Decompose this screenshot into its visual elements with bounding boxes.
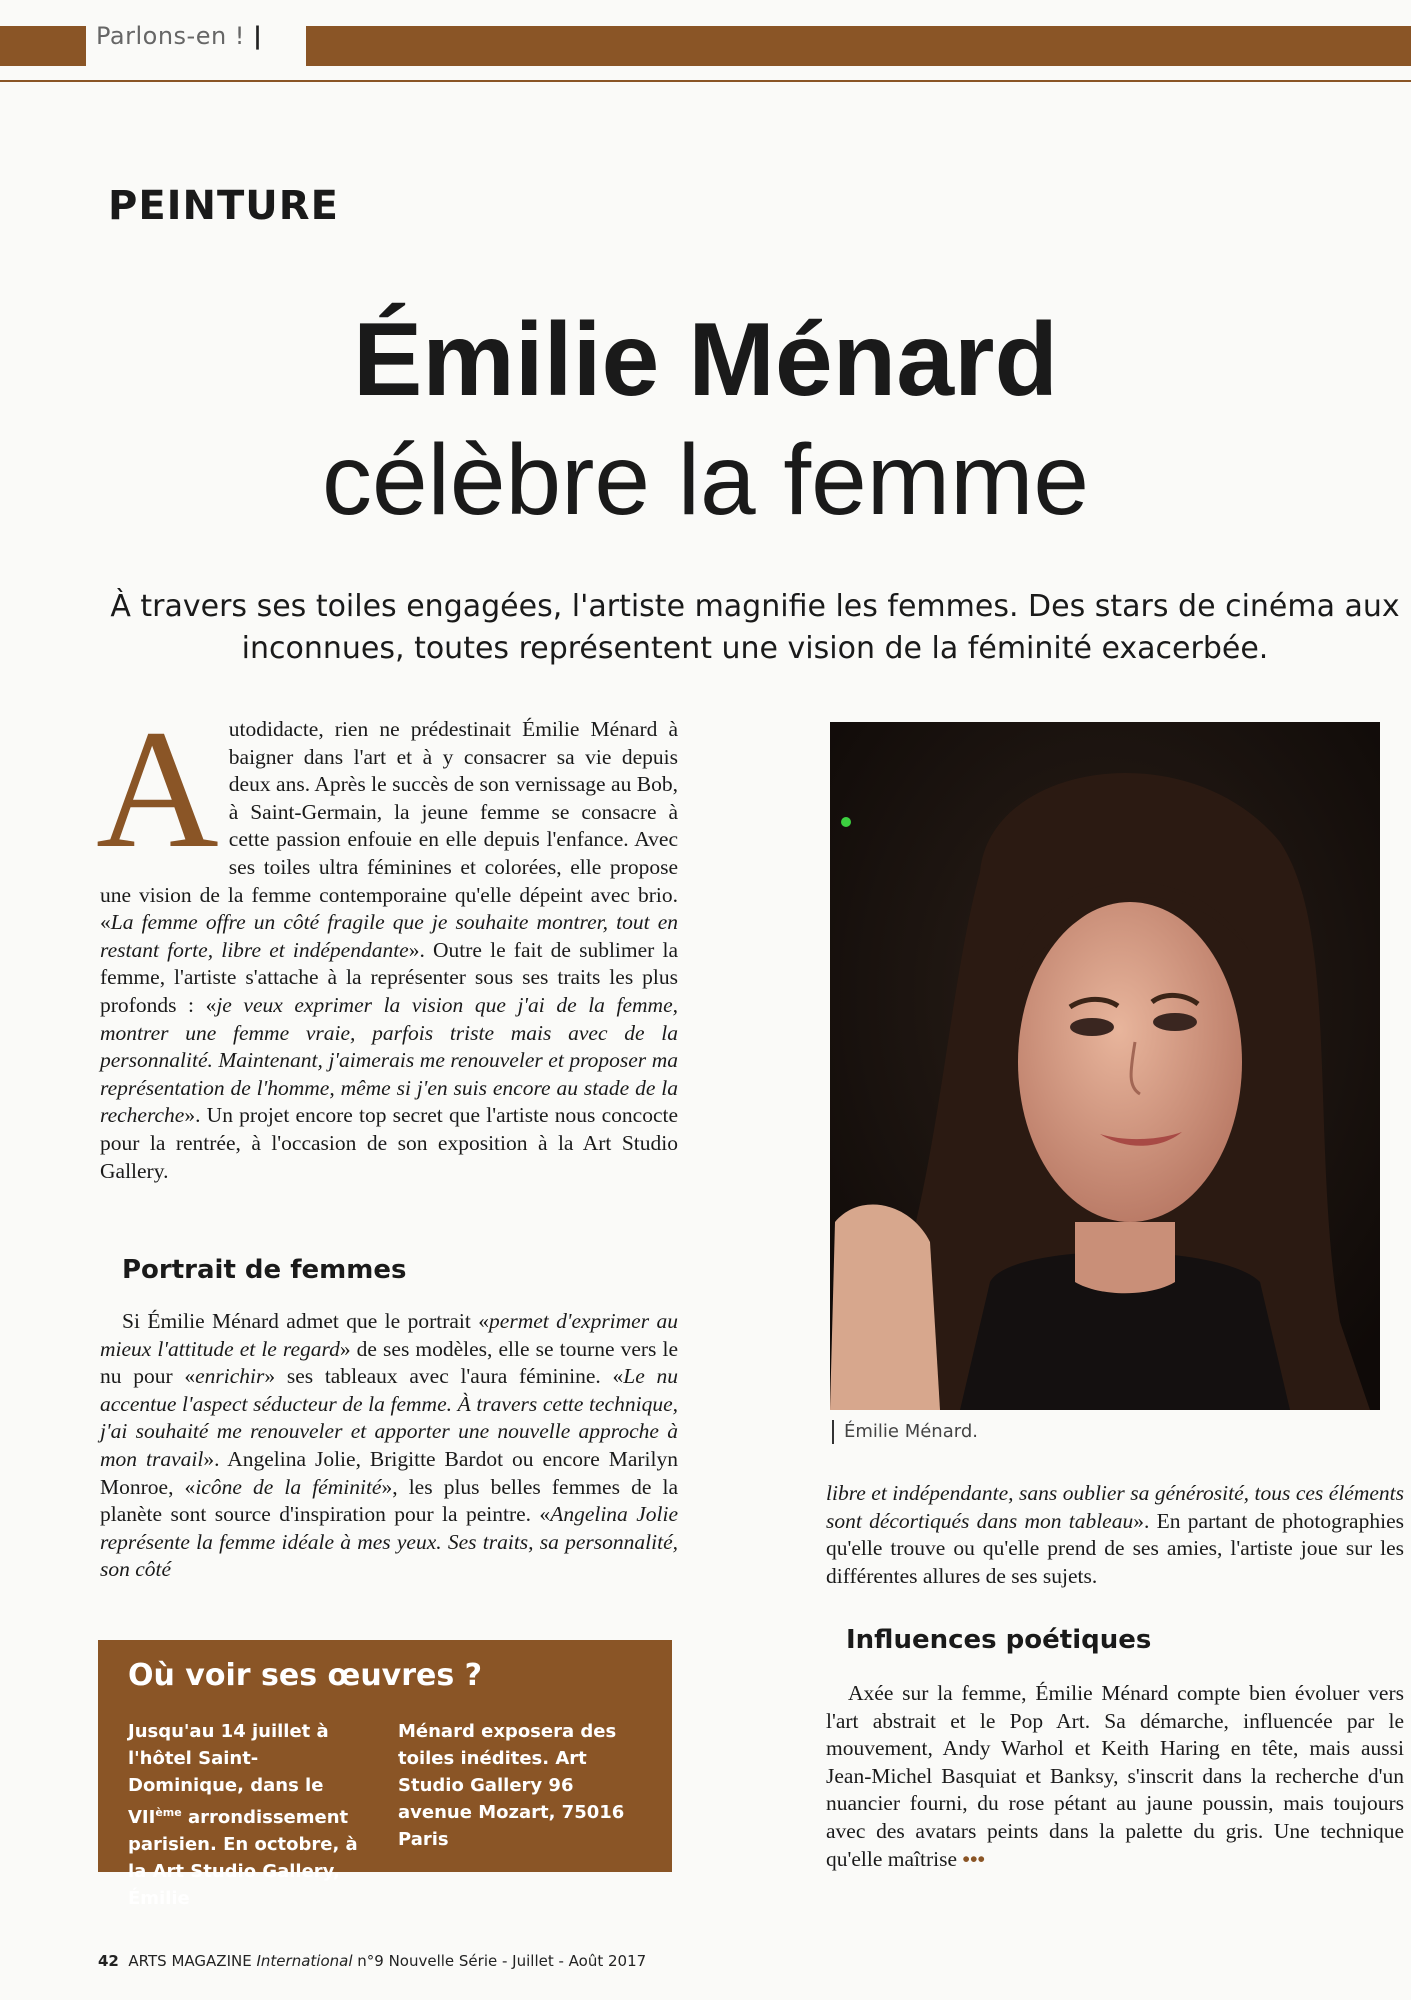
- artist-photo: [830, 722, 1380, 1410]
- page-footer: 42 ARTS MAGAZINE International n°9 Nouvelle Série - Juillet - Août 2017: [98, 1952, 647, 1970]
- magazine-name: ARTS MAGAZINE: [128, 1952, 252, 1970]
- photo-caption: Émilie Ménard.: [832, 1420, 978, 1444]
- header-rule: [0, 80, 1411, 82]
- subhead-portrait: Portrait de femmes: [122, 1255, 407, 1285]
- article-title: [0, 300, 1411, 540]
- dropcap: A: [96, 695, 219, 883]
- section-tag: Parlons-en ! |: [96, 22, 263, 50]
- page-number: 42: [98, 1952, 119, 1970]
- info-box-col1: Jusqu'au 14 juillet à l'hôtel Saint-Dominique, dans le VIIème arrondissement parisien. En octobre, à la Art Studio Gallery, Émilie: [128, 1721, 358, 1909]
- paragraph-continued: libre et indépendante, sans oublier sa générosité, tous ces éléments sont décortiqués dans mon tableau». En partant de photographies qu'elle trouve ou qu'elle prend de ses amies, l'artiste joue sur les différentes allures de ses sujets.: [826, 1481, 1404, 1588]
- column-right-continued: [826, 1480, 1404, 1590]
- paragraph-portrait: Si Émilie Ménard admet que le portrait «permet d'exprimer au mieux l'attitude et le regard» de ses modèles, elle se tourne vers le nu pour «enrichir» ses tableaux avec l'aura féminine. «Le nu accentue l'aspect séducteur de la femme. À travers cette technique, j'ai souhaité me renouveler et apporter une nouvelle approche à mon travail». Angelina Jolie, Brigitte Bardot ou encore Marilyn Monroe, «icône de la féminité», les plus belles femmes de la planète sont source d'inspiration pour la peintre. «Angelina Jolie représente la femme idéale à mes yeux. Ses traits, sa personnalité, son côté: [100, 1309, 678, 1582]
- info-box-col2: Ménard exposera des toiles inédites. Art Studio Gallery 96 avenue Mozart, 75016 Paris: [398, 1721, 625, 1850]
- paragraph-intro: utodidacte, rien ne prédestinait Émilie Ménard à baigner dans l'art et à y consacrer sa vie depuis deux ans. Après le succès de son vernissage au Bob, à Saint-Germain, la jeune femme se consacre à cette passion enfouie en elle depuis l'enfance. Avec ses toiles ultra féminines et colorées, elle propose une vision de la femme contemporaine qu'elle dépeint avec brio. «La femme offre un côté fragile que je souhaite montrer, tout en restant forte, libre et indépendante». Outre le fait de sublimer la femme, l'artiste s'attache à la représenter sous ses traits les plus profonds : «je veux exprimer la vision que j'ai de la femme, montrer une femme vraie, parfois triste mais avec de la personnalité. Maintenant, j'aimerais me renouveler et proposer ma représentation de l'homme, même si j'en suis encore au stade de la recherche». Un projet encore top secret que l'artiste nous concocte pour la rentrée, à l'occasion de son exposition à la Art Studio Gallery.: [100, 717, 678, 1183]
- header-bar-left: [0, 26, 86, 66]
- header-bar-right: [306, 26, 1411, 66]
- subhead-influences: Influences poétiques: [846, 1625, 1152, 1655]
- lede: À travers ses toiles engagées, l'artiste magnifie les femmes. Des stars de cinéma aux inconnues, toutes représentent une vision de la féminité exacerbée.: [110, 589, 1400, 666]
- info-box-title: Où voir ses œuvres ?: [128, 1658, 483, 1693]
- rubric: PEINTURE: [108, 183, 339, 229]
- title-line-1: Émilie Ménard: [352, 302, 1059, 418]
- portrait-illustration: [830, 722, 1380, 1410]
- column-right-influences: [826, 1680, 1404, 1873]
- info-box: [98, 1640, 672, 1909]
- paragraph-influences: Axée sur la femme, Émilie Ménard compte bien évoluer vers l'art abstrait et le Pop Art. Sa démarche, influencée par le mouvement, Andy Warhol et Keith Haring en tête, mais aussi Jean-Michel Basquiat et Banksy, s'inscrit dans la recherche d'un nuancier fourni, du rose pétant au jaune poussin, mais toujours avec des avatars peints dans la palette du gris. Une technique qu'elle maîtrise •••: [826, 1681, 1404, 1871]
- column-left-portrait: [100, 1308, 678, 1584]
- title-line-2: célèbre la femme: [322, 424, 1089, 536]
- continued-marker: •••: [962, 1846, 986, 1871]
- column-left-intro: [96, 695, 678, 1185]
